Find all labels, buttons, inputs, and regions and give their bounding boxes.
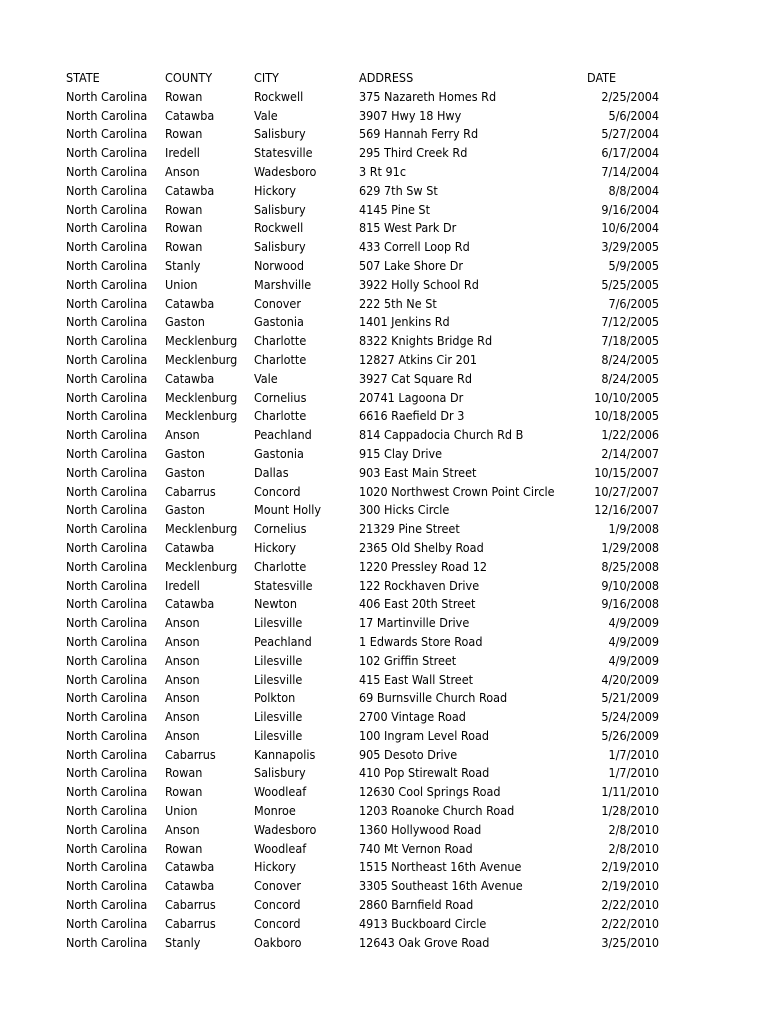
city-cell: Rockwell [254,88,304,104]
city-cell: Concord [254,915,301,931]
table-row [0,201,768,220]
address-cell: 100 Ingram Level Road [359,727,490,743]
date-cell: 6/17/2004 [601,145,659,161]
date-cell: 7/12/2005 [601,314,659,330]
state-cell: North Carolina [66,821,148,837]
address-cell: 1360 Hollywood Road [359,821,482,837]
county-cell: Catawba [165,859,215,875]
table-header-row [0,69,768,88]
date-cell: 1/29/2008 [601,539,659,555]
city-cell: Peachland [254,633,312,649]
county-cell: Anson [165,821,200,837]
date-cell: 4/9/2009 [608,615,659,631]
table-row [0,445,768,464]
date-cell: 5/21/2009 [601,690,659,706]
city-cell: Monroe [254,803,296,819]
date-cell: 10/18/2005 [594,408,659,424]
table-row [0,783,768,802]
date-cell: 10/15/2007 [594,464,659,480]
table-row [0,483,768,502]
address-cell: 1515 Northeast 16th Avenue [359,859,522,875]
city-cell: Statesville [254,145,313,161]
date-cell: 9/16/2008 [601,596,659,612]
table-row [0,464,768,483]
address-cell: 3305 Southeast 16th Avenue [359,878,523,894]
state-cell: North Carolina [66,351,148,367]
city-cell: Lilesville [254,615,303,631]
address-cell: 17 Martinville Drive [359,615,470,631]
county-cell: Cabarrus [165,746,216,762]
city-cell: Oakboro [254,934,302,950]
city-cell: Cornelius [254,389,307,405]
state-cell: North Carolina [66,558,148,574]
address-cell: 569 Hannah Ferry Rd [359,126,479,142]
address-cell: 375 Nazareth Homes Rd [359,88,497,104]
table-row [0,802,768,821]
city-cell: Conover [254,878,301,894]
state-cell: North Carolina [66,88,148,104]
header-date: DATE [587,70,617,85]
city-cell: Gastonia [254,314,304,330]
county-cell: Cabarrus [165,915,216,931]
city-cell: Hickory [254,859,296,875]
date-cell: 4/9/2009 [608,652,659,668]
county-cell: Stanly [165,257,201,273]
table-row [0,332,768,351]
state-cell: North Carolina [66,633,148,649]
date-cell: 1/9/2008 [608,521,659,537]
date-cell: 2/8/2010 [608,840,659,856]
city-cell: Kannapolis [254,746,316,762]
date-cell: 12/16/2007 [594,502,659,518]
county-cell: Rowan [165,784,203,800]
county-cell: Catawba [165,182,215,198]
state-cell: North Carolina [66,897,148,913]
county-cell: Rowan [165,840,203,856]
table-row [0,858,768,877]
table-row [0,896,768,915]
city-cell: Wadesboro [254,821,317,837]
city-cell: Newton [254,596,297,612]
city-cell: Mount Holly [254,502,322,518]
date-cell: 10/10/2005 [594,389,659,405]
city-cell: Salisbury [254,201,306,217]
state-cell: North Carolina [66,784,148,800]
date-cell: 2/25/2004 [601,88,659,104]
table-row [0,295,768,314]
address-cell: 69 Burnsville Church Road [359,690,508,706]
date-cell: 2/22/2010 [601,915,659,931]
state-cell: North Carolina [66,878,148,894]
city-cell: Lilesville [254,727,303,743]
state-cell: North Carolina [66,201,148,217]
address-cell: 222 5th Ne St [359,295,437,311]
table-row [0,595,768,614]
date-cell: 9/16/2004 [601,201,659,217]
table-row [0,219,768,238]
city-cell: Hickory [254,182,296,198]
city-cell: Conover [254,295,301,311]
date-cell: 2/14/2007 [601,445,659,461]
table-row [0,501,768,520]
address-cell: 12643 Oak Grove Road [359,934,490,950]
county-cell: Catawba [165,295,215,311]
address-cell: 122 Rockhaven Drive [359,577,480,593]
city-cell: Woodleaf [254,840,307,856]
address-cell: 1401 Jenkins Rd [359,314,450,330]
address-cell: 815 West Park Dr [359,220,457,236]
county-cell: Rowan [165,201,203,217]
county-cell: Rowan [165,88,203,104]
date-cell: 8/24/2005 [601,370,659,386]
date-cell: 8/25/2008 [601,558,659,574]
address-cell: 3927 Cat Square Rd [359,370,473,386]
county-cell: Mecklenburg [165,521,238,537]
state-cell: North Carolina [66,502,148,518]
address-cell: 629 7th Sw St [359,182,438,198]
header-state: STATE [66,70,100,85]
address-cell: 4145 Pine St [359,201,430,217]
header-city: CITY [254,70,279,85]
date-cell: 5/24/2009 [601,709,659,725]
date-cell: 2/22/2010 [601,897,659,913]
address-cell: 814 Cappadocia Church Rd B [359,427,524,443]
city-cell: Gastonia [254,445,304,461]
table-row [0,934,768,953]
table-row [0,577,768,596]
state-cell: North Carolina [66,521,148,537]
address-cell: 12630 Cool Springs Road [359,784,501,800]
table-row [0,652,768,671]
state-cell: North Carolina [66,709,148,725]
date-cell: 7/18/2005 [601,333,659,349]
date-cell: 3/25/2010 [601,934,659,950]
address-cell: 433 Correll Loop Rd [359,239,470,255]
county-cell: Anson [165,671,200,687]
date-cell: 10/27/2007 [594,483,659,499]
city-cell: Charlotte [254,558,307,574]
address-cell: 406 East 20th Street [359,596,476,612]
county-cell: Mecklenburg [165,389,238,405]
state-cell: North Carolina [66,408,148,424]
date-cell: 4/9/2009 [608,633,659,649]
county-cell: Catawba [165,370,215,386]
city-cell: Vale [254,370,278,386]
city-cell: Peachland [254,427,312,443]
county-cell: Anson [165,690,200,706]
table-row [0,163,768,182]
date-cell: 5/9/2005 [608,257,659,273]
state-cell: North Carolina [66,427,148,443]
city-cell: Concord [254,483,301,499]
state-cell: North Carolina [66,803,148,819]
county-cell: Catawba [165,596,215,612]
state-cell: North Carolina [66,577,148,593]
date-cell: 7/14/2004 [601,163,659,179]
county-cell: Mecklenburg [165,408,238,424]
table-row [0,708,768,727]
state-cell: North Carolina [66,314,148,330]
state-cell: North Carolina [66,915,148,931]
table-row [0,88,768,107]
city-cell: Vale [254,107,278,123]
state-cell: North Carolina [66,107,148,123]
table-row [0,539,768,558]
county-cell: Stanly [165,934,201,950]
county-cell: Rowan [165,765,203,781]
city-cell: Cornelius [254,521,307,537]
address-cell: 3922 Holly School Rd [359,276,479,292]
date-cell: 5/27/2004 [601,126,659,142]
state-cell: North Carolina [66,671,148,687]
state-cell: North Carolina [66,539,148,555]
state-cell: North Carolina [66,163,148,179]
county-cell: Anson [165,615,200,631]
city-cell: Lilesville [254,709,303,725]
county-cell: Anson [165,652,200,668]
address-cell: 2860 Barnfield Road [359,897,474,913]
table-row [0,915,768,934]
table-row [0,689,768,708]
address-cell: 1203 Roanoke Church Road [359,803,515,819]
table-row [0,313,768,332]
address-cell: 1 Edwards Store Road [359,633,483,649]
date-cell: 4/20/2009 [601,671,659,687]
state-cell: North Carolina [66,934,148,950]
date-cell: 1/7/2010 [608,765,659,781]
state-cell: North Carolina [66,182,148,198]
table-row [0,351,768,370]
address-cell: 740 Mt Vernon Road [359,840,473,856]
county-cell: Anson [165,709,200,725]
address-cell: 3907 Hwy 18 Hwy [359,107,462,123]
table-row [0,558,768,577]
date-cell: 1/28/2010 [601,803,659,819]
county-cell: Catawba [165,878,215,894]
state-cell: North Carolina [66,333,148,349]
date-cell: 10/6/2004 [601,220,659,236]
county-cell: Iredell [165,145,200,161]
county-cell: Rowan [165,220,203,236]
state-cell: North Carolina [66,746,148,762]
city-cell: Polkton [254,690,296,706]
county-cell: Anson [165,633,200,649]
city-cell: Lilesville [254,671,303,687]
city-cell: Charlotte [254,351,307,367]
address-cell: 20741 Lagoona Dr [359,389,464,405]
state-cell: North Carolina [66,596,148,612]
address-cell: 915 Clay Drive [359,445,443,461]
address-cell: 410 Pop Stirewalt Road [359,765,490,781]
table-row [0,764,768,783]
date-cell: 7/6/2005 [608,295,659,311]
address-table [0,69,768,952]
state-cell: North Carolina [66,615,148,631]
city-cell: Hickory [254,539,296,555]
table-row [0,426,768,445]
address-cell: 6616 Raefield Dr 3 [359,408,465,424]
state-cell: North Carolina [66,257,148,273]
address-cell: 415 East Wall Street [359,671,474,687]
county-cell: Mecklenburg [165,351,238,367]
table-row [0,614,768,633]
address-cell: 1020 Northwest Crown Point Circle [359,483,555,499]
city-cell: Lilesville [254,652,303,668]
city-cell: Marshville [254,276,312,292]
county-cell: Mecklenburg [165,558,238,574]
state-cell: North Carolina [66,652,148,668]
county-cell: Gaston [165,314,205,330]
date-cell: 2/19/2010 [601,859,659,875]
date-cell: 3/29/2005 [601,239,659,255]
state-cell: North Carolina [66,840,148,856]
city-cell: Salisbury [254,126,306,142]
state-cell: North Carolina [66,464,148,480]
address-cell: 8322 Knights Bridge Rd [359,333,493,349]
table-row [0,671,768,690]
table-row [0,125,768,144]
table-row [0,407,768,426]
date-cell: 2/19/2010 [601,878,659,894]
date-cell: 1/7/2010 [608,746,659,762]
county-cell: Rowan [165,239,203,255]
table-body [0,88,768,953]
date-cell: 5/6/2004 [608,107,659,123]
state-cell: North Carolina [66,765,148,781]
city-cell: Salisbury [254,765,306,781]
address-cell: 905 Desoto Drive [359,746,458,762]
address-cell: 2365 Old Shelby Road [359,539,484,555]
address-cell: 295 Third Creek Rd [359,145,468,161]
state-cell: North Carolina [66,859,148,875]
city-cell: Rockwell [254,220,304,236]
county-cell: Anson [165,427,200,443]
state-cell: North Carolina [66,239,148,255]
state-cell: North Carolina [66,276,148,292]
header-county: COUNTY [165,70,213,85]
city-cell: Wadesboro [254,163,317,179]
county-cell: Catawba [165,107,215,123]
state-cell: North Carolina [66,145,148,161]
table-row [0,633,768,652]
county-cell: Union [165,276,198,292]
address-cell: 21329 Pine Street [359,521,460,537]
state-cell: North Carolina [66,389,148,405]
address-cell: 3 Rt 91c [359,163,407,179]
city-cell: Norwood [254,257,305,273]
state-cell: North Carolina [66,295,148,311]
table-row [0,182,768,201]
county-cell: Gaston [165,502,205,518]
state-cell: North Carolina [66,690,148,706]
city-cell: Charlotte [254,408,307,424]
address-cell: 4913 Buckboard Circle [359,915,487,931]
table-row [0,821,768,840]
county-cell: Anson [165,727,200,743]
state-cell: North Carolina [66,370,148,386]
table-row [0,389,768,408]
table-row [0,746,768,765]
table-row [0,840,768,859]
address-cell: 300 Hicks Circle [359,502,450,518]
date-cell: 2/8/2010 [608,821,659,837]
state-cell: North Carolina [66,126,148,142]
state-cell: North Carolina [66,483,148,499]
table-row [0,877,768,896]
table-row [0,257,768,276]
county-cell: Gaston [165,445,205,461]
state-cell: North Carolina [66,220,148,236]
date-cell: 1/22/2006 [601,427,659,443]
table-row [0,276,768,295]
city-cell: Statesville [254,577,313,593]
state-cell: North Carolina [66,445,148,461]
table-row [0,144,768,163]
city-cell: Concord [254,897,301,913]
county-cell: Iredell [165,577,200,593]
header-address: ADDRESS [359,70,414,85]
county-cell: Catawba [165,539,215,555]
address-cell: 1220 Pressley Road 12 [359,558,488,574]
date-cell: 5/26/2009 [601,727,659,743]
county-cell: Rowan [165,126,203,142]
address-cell: 507 Lake Shore Dr [359,257,464,273]
date-cell: 5/25/2005 [601,276,659,292]
county-cell: Mecklenburg [165,333,238,349]
table-row [0,727,768,746]
address-cell: 102 Griffin Street [359,652,457,668]
date-cell: 9/10/2008 [601,577,659,593]
county-cell: Cabarrus [165,897,216,913]
city-cell: Charlotte [254,333,307,349]
address-cell: 2700 Vintage Road [359,709,466,725]
city-cell: Dallas [254,464,289,480]
city-cell: Salisbury [254,239,306,255]
address-cell: 12827 Atkins Cir 201 [359,351,478,367]
county-cell: Anson [165,163,200,179]
date-cell: 8/24/2005 [601,351,659,367]
table-row [0,520,768,539]
state-cell: North Carolina [66,727,148,743]
table-row [0,107,768,126]
address-cell: 903 East Main Street [359,464,477,480]
county-cell: Union [165,803,198,819]
date-cell: 8/8/2004 [608,182,659,198]
table-row [0,238,768,257]
county-cell: Gaston [165,464,205,480]
table-row [0,370,768,389]
city-cell: Woodleaf [254,784,307,800]
date-cell: 1/11/2010 [601,784,659,800]
county-cell: Cabarrus [165,483,216,499]
